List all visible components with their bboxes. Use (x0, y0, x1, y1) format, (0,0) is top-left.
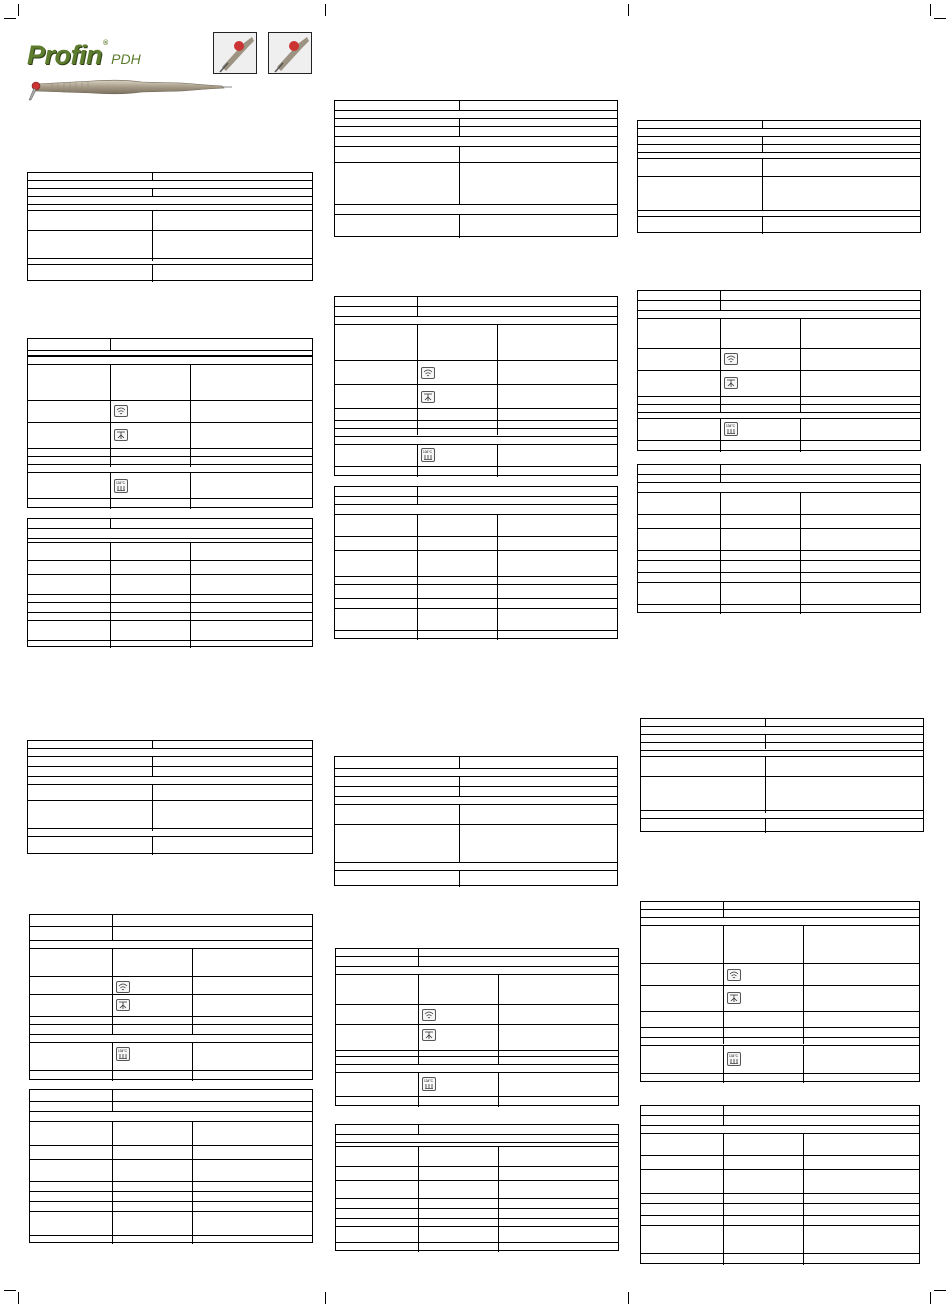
handpiece-photo-icon (268, 32, 312, 74)
dental-handpiece-icon (22, 70, 232, 109)
temp-label: 134°C (726, 424, 735, 428)
temp-label: 134°C (729, 1054, 738, 1058)
spec-table (27, 740, 313, 854)
134C-sterilization-icon (727, 1052, 741, 1066)
crop-mark-bl-h (4, 1290, 16, 1291)
crop-mark-bc2-v (628, 1292, 629, 1304)
person-symbol-icon (114, 429, 128, 441)
symbol-table (27, 338, 313, 508)
crop-mark-tl-v (18, 4, 19, 16)
spec-table (334, 486, 618, 639)
wireless-symbol-icon (116, 981, 130, 993)
temp-label: 134°C (118, 1049, 127, 1053)
brand-logo (27, 40, 141, 71)
crop-mark-tc-v (325, 4, 326, 16)
crop-mark-tr-h (934, 18, 946, 19)
crop-mark-tr-v (930, 4, 931, 16)
spec-table (29, 1089, 313, 1243)
spec-table (640, 718, 924, 832)
wireless-symbol-icon (727, 969, 741, 981)
spec-table (640, 1105, 920, 1264)
handpiece-photo-icon (213, 32, 257, 74)
symbol-table (640, 901, 920, 1082)
brand-name: Profin (27, 40, 102, 70)
person-symbol-icon (116, 999, 130, 1011)
spec-table (335, 1124, 619, 1251)
134C-sterilization-icon (724, 422, 738, 436)
spec-table (27, 518, 313, 647)
spec-table (27, 172, 313, 281)
134C-sterilization-icon (421, 448, 435, 462)
person-symbol-icon (724, 377, 738, 389)
wireless-symbol-icon (724, 353, 738, 365)
crop-mark-br-v (930, 1292, 931, 1304)
symbol-table (334, 296, 618, 476)
person-symbol-icon (727, 992, 741, 1004)
spec-table (334, 756, 618, 886)
crop-mark-br-h (934, 1290, 946, 1291)
temp-label: 134°C (423, 450, 432, 454)
person-symbol-icon (421, 391, 435, 403)
134C-sterilization-icon (116, 1047, 130, 1061)
spec-table (334, 100, 618, 237)
crop-mark-bl-v (18, 1292, 19, 1304)
symbol-table (29, 914, 313, 1080)
wireless-symbol-icon (114, 405, 128, 417)
134C-sterilization-icon (114, 479, 128, 493)
spec-table (637, 464, 921, 613)
wireless-symbol-icon (422, 1009, 436, 1021)
symbol-table (637, 290, 921, 451)
crop-mark-tc2-v (628, 4, 629, 16)
temp-label: 134°C (116, 481, 125, 485)
crop-mark-bc-v (325, 1292, 326, 1304)
crop-mark-tl-h (4, 18, 16, 19)
temp-label: 134°C (424, 1079, 433, 1083)
134C-sterilization-icon (422, 1077, 436, 1091)
person-symbol-icon (422, 1029, 436, 1041)
registered-mark: ® (103, 40, 109, 47)
wireless-symbol-icon (421, 367, 435, 379)
symbol-table (335, 948, 619, 1106)
spec-table (637, 120, 921, 233)
brand-model: PDH (111, 51, 141, 67)
